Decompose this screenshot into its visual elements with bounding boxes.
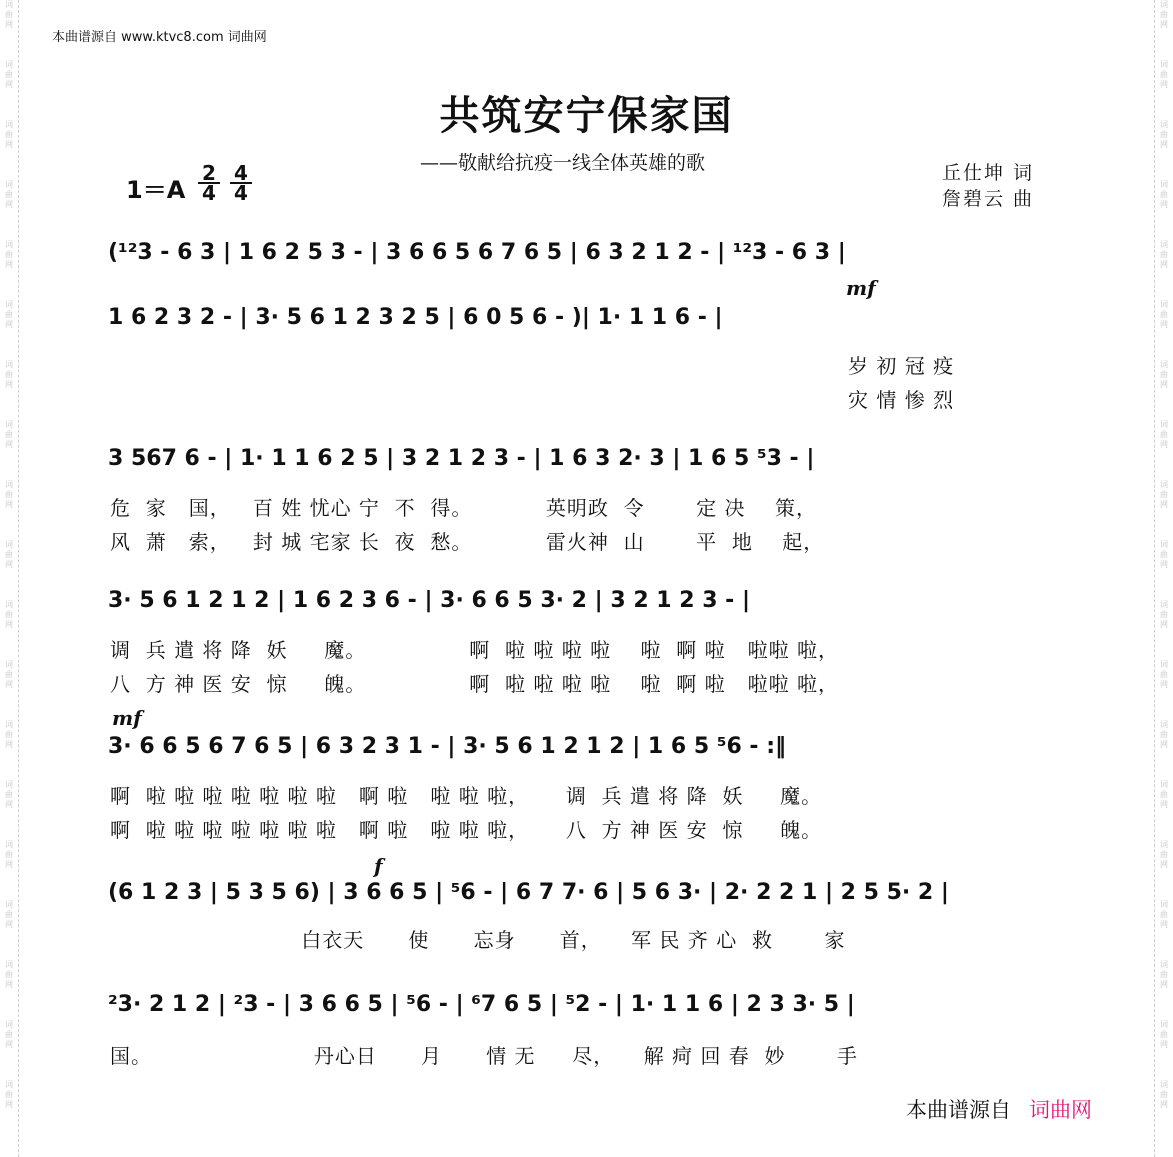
- dynamic-mf-1: mf: [846, 276, 876, 300]
- left-watermark: 词 曲 网 词 曲 网 词 曲 网 词 曲 网 词 曲 网 词 曲 网 词 曲 网 词 曲 网 词 曲 网 词 曲 网 词 曲 网 词 曲 网 词 曲 网 词 曲 网 词 曲 网 词 曲 网 词 曲 网 词 曲 网 词 曲 网: [5, 0, 13, 1109]
- music-line-5: 3· 6 6 5 6 7 6 5 | 6 3 2 3 1 - | 3· 5 6 1 2 1 2 | 1 6 5 ⁵6 - :‖: [108, 734, 787, 759]
- dynamic-mf-2: mf: [112, 706, 142, 730]
- time-signature-2-4: 2 4: [198, 164, 220, 202]
- lyric-row-4: 风 萧 索， 封 城 宅家 长 夜 愁。 雷火神 山 平 地 起，: [110, 530, 825, 554]
- music-line-1: (¹²3 - 6 3 | 1 6 2 5 3 - | 3 6 6 5 6 7 6 5 | 6 3 2 1 2 - | ¹²3 - 6 3 |: [108, 240, 846, 265]
- music-line-6: (6 1 2 3 | 5 3 5 6) | 3 6 6 5 | ⁵6 - | 6 7 7· 6 | 5 6 3· | 2· 2 2 1 | 2 5 5· 2 |: [108, 880, 949, 905]
- source-bottom-prefix: 本曲谱源自: [906, 1098, 1011, 1122]
- lyric-row-10: 国。 丹心日 月 情 无 尽， 解 疴 回 春 妙 手: [110, 1044, 859, 1068]
- source-bottom-credit: [906, 1094, 1092, 1124]
- lyric-row-8: 啊 啦 啦 啦 啦 啦 啦 啦 啊 啦 啦 啦 啦， 八 方 神 医 安 惊 魄。: [110, 818, 823, 842]
- music-line-2: 1 6 2 3 2 - | 3· 5 6 1 2 3 2 5 | 6 0 5 6 - )| 1· 1 1 6 - |: [108, 305, 723, 330]
- lyric-row-6: 八 方 神 医 安 惊 魄。 啊 啦 啦 啦 啦 啦 啊 啦 啦啦 啦，: [110, 672, 840, 696]
- music-line-7: ²3· 2 1 2 | ²3 - | 3 6 6 5 | ⁵6 - | ⁶7 6 5 | ⁵2 - | 1· 1 1 6 | 2 3 3· 5 |: [108, 992, 855, 1017]
- time-signature-4-4: 4 4: [230, 164, 252, 202]
- lyric-row-7: 啊 啦 啦 啦 啦 啦 啦 啦 啊 啦 啦 啦 啦， 调 兵 遣 将 降 妖 魔。: [110, 784, 823, 808]
- dynamic-f: f: [374, 854, 383, 878]
- lyricist-credit: 丘仕坤 词: [942, 162, 1035, 184]
- lyric-row-3: 危 家 国， 百 姓 忧心 宁 不 得。 英明政 令 定 决 策，: [110, 496, 817, 520]
- music-line-3: 3 567 6 - | 1· 1 1 6 2 5 | 3 2 1 2 3 - | 1 6 3 2· 3 | 1 6 5 ⁵3 - |: [108, 446, 815, 471]
- lyric-row-5: 调 兵 遣 将 降 妖 魔。 啊 啦 啦 啦 啦 啦 啊 啦 啦啦 啦，: [110, 638, 840, 662]
- music-line-4: 3· 5 6 1 2 1 2 | 1 6 2 3 6 - | 3· 6 6 5 3· 2 | 3 2 1 2 3 - |: [108, 588, 751, 613]
- composer-credit: 詹碧云 曲: [942, 188, 1035, 210]
- source-bottom-brand: 词曲网: [1029, 1098, 1092, 1122]
- right-watermark: 词 曲 网 词 曲 网 词 曲 网 词 曲 网 词 曲 网 词 曲 网 词 曲 网 词 曲 网 词 曲 网 词 曲 网 词 曲 网 词 曲 网 词 曲 网 词 曲 网 词 曲 网 词 曲 网 词 曲 网 词 曲 网 词 曲 网: [1160, 0, 1168, 1109]
- lyric-row-9: 白衣天 使 忘身 首， 军 民 齐 心 救 家: [110, 928, 846, 952]
- lyric-row-1: 岁 初 冠 疫: [848, 354, 955, 378]
- source-top-text: 本曲谱源自 www.ktvc8.com 词曲网: [52, 30, 267, 45]
- key-signature: 1＝A: [126, 176, 186, 204]
- lyric-row-2: 灾 情 惨 烈: [848, 388, 955, 412]
- song-title: 共筑安宁保家国: [439, 92, 734, 139]
- song-subtitle: ——敬献给抗疫一线全体英雄的歌: [420, 152, 706, 174]
